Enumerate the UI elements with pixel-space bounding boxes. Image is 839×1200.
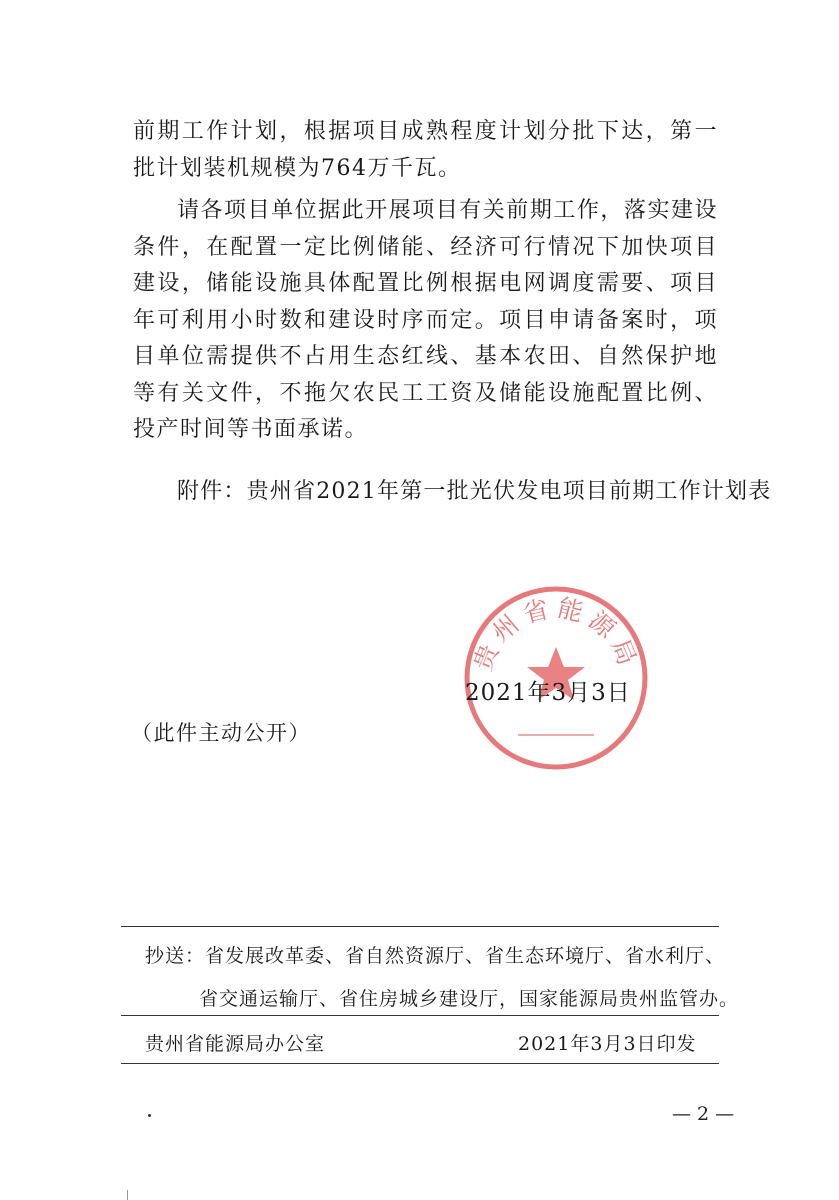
page-number: — 2 — (672, 1103, 735, 1125)
signature-date: 2021年3月3日 (465, 680, 631, 706)
divider-middle (121, 1015, 719, 1016)
issuer-name: 贵州省能源局办公室 (145, 1033, 326, 1055)
issue-date: 2021年3月3日印发 (518, 1033, 697, 1055)
paragraph-continuation: 前期工作计划，根据项目成熟程度计划分批下达，第一批计划装机规模为764万千瓦。 (133, 119, 718, 181)
scan-dot (148, 1114, 151, 1117)
seal-text: 贵州省能源局 (467, 593, 645, 675)
divider-top (121, 926, 719, 927)
paragraph-instructions: 请各项目单位据此开展项目有关前期工作，落实建设条件，在配置一定比例储能、经济可行情况下加快项目建设，储能设施具体配置比例根据电网调度需要、项目年可利用小时数和建设时序而定。项目申请备案时，项目单位需提供不占用生态红线、基本农田、自然保护地等有关文件，不拖欠农民工工资及储能设施配置比例、投产时间等书面承诺。 (133, 198, 718, 442)
divider-bottom (121, 1063, 719, 1064)
disclosure-note: （此件主动公开） (131, 721, 311, 745)
scan-mark (127, 1190, 128, 1200)
cc-line-1: 抄送：省发展改革委、省自然资源厅、省生态环境厅、省水利厅、 (145, 945, 726, 967)
cc-line-2: 省交通运输厅、省住房城乡建设厅，国家能源局贵州监管办。 (199, 988, 740, 1010)
attachment-line: 附件：贵州省2021年第一批光伏发电项目前期工作计划表 (177, 479, 772, 504)
